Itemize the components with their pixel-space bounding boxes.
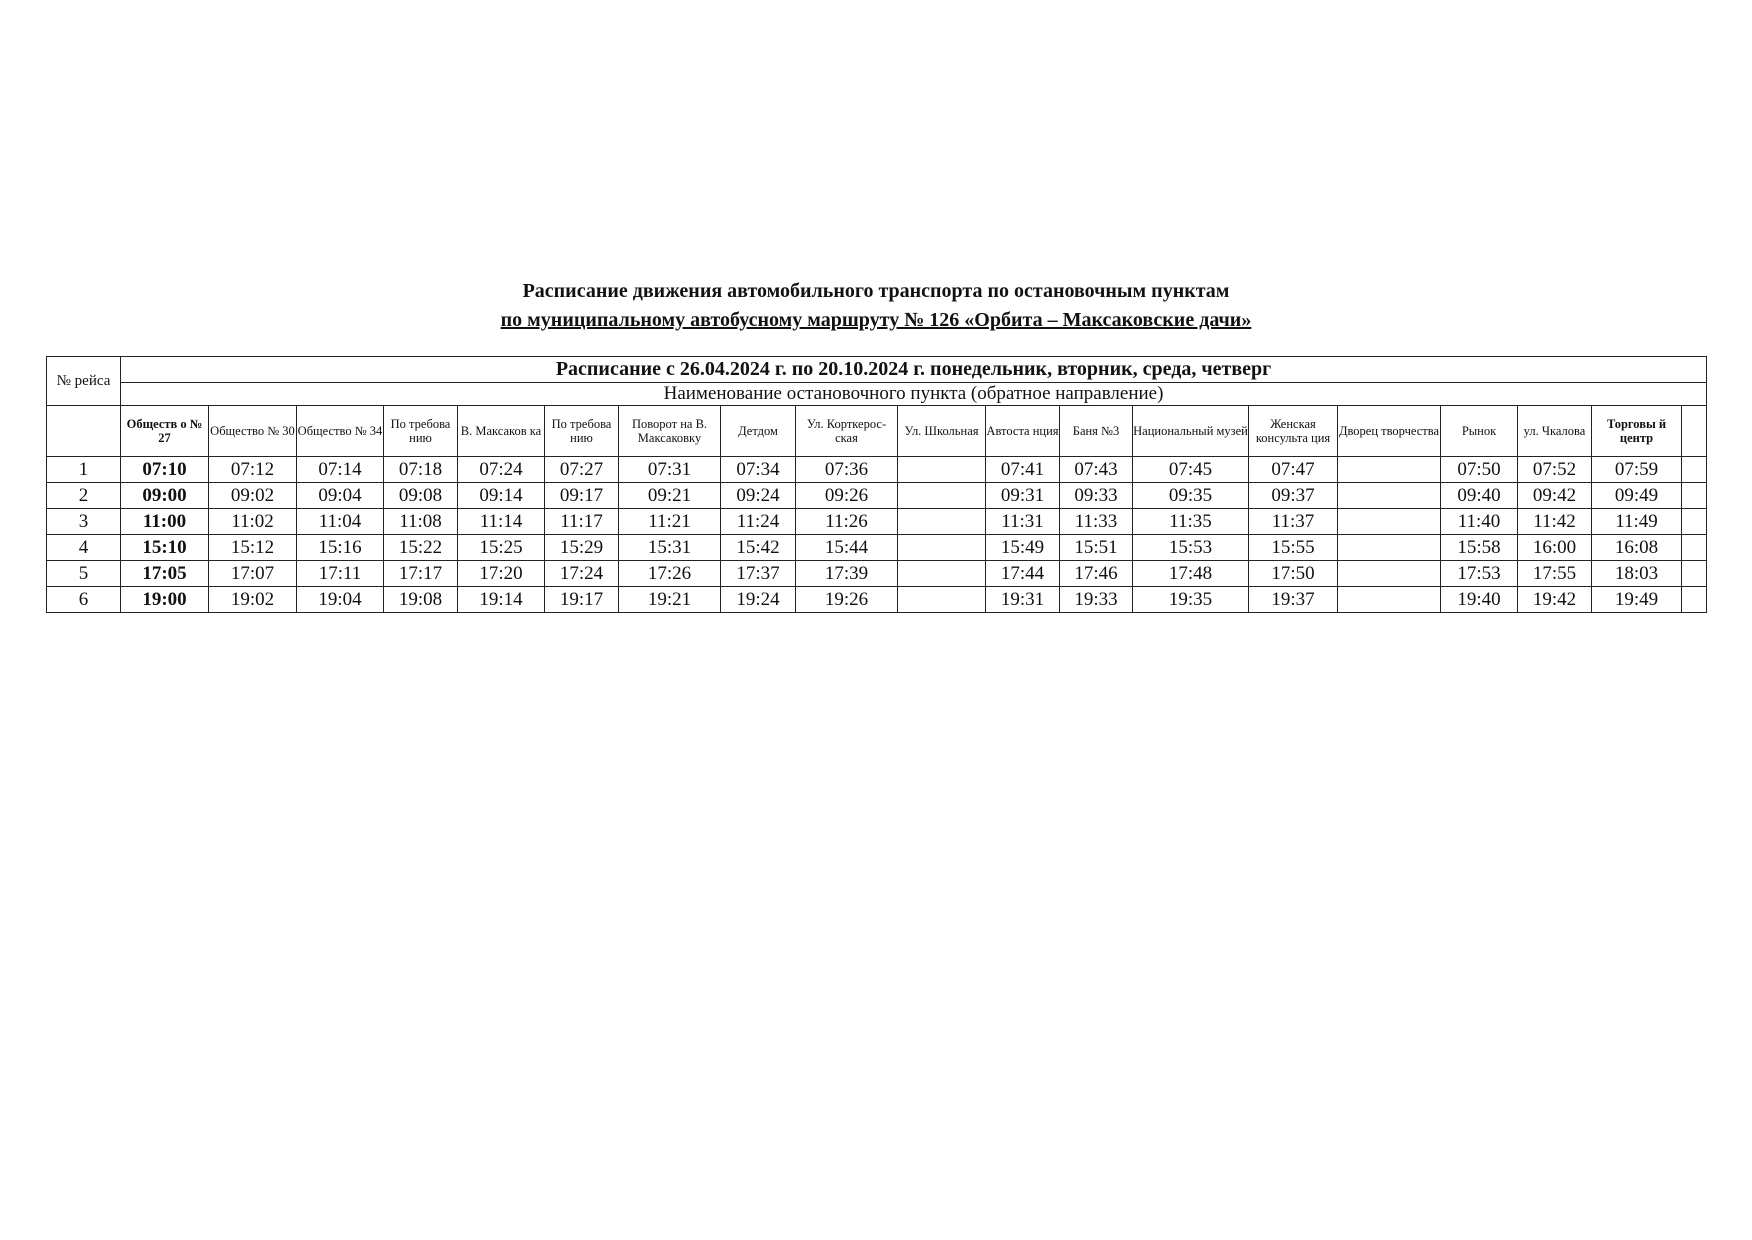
time-cell: 09:00 <box>121 483 209 509</box>
time-cell: 11:35 <box>1133 509 1249 535</box>
time-cell: 19:21 <box>619 587 721 613</box>
time-cell: 11:17 <box>545 509 619 535</box>
time-cell: 19:37 <box>1249 587 1338 613</box>
time-cell <box>1338 535 1441 561</box>
time-cell: 19:26 <box>796 587 898 613</box>
time-cell: 17:55 <box>1518 561 1592 587</box>
time-cell: 15:42 <box>721 535 796 561</box>
time-cell: 17:48 <box>1133 561 1249 587</box>
time-cell: 15:44 <box>796 535 898 561</box>
time-cell: 15:10 <box>121 535 209 561</box>
time-cell <box>1682 587 1707 613</box>
stop-header: Рынок <box>1441 406 1518 457</box>
time-cell: 19:42 <box>1518 587 1592 613</box>
time-cell: 07:36 <box>796 457 898 483</box>
time-cell: 11:31 <box>986 509 1060 535</box>
time-cell <box>898 457 986 483</box>
time-cell: 15:29 <box>545 535 619 561</box>
time-cell: 09:24 <box>721 483 796 509</box>
time-cell: 19:35 <box>1133 587 1249 613</box>
stop-header <box>1682 406 1707 457</box>
time-cell: 07:18 <box>384 457 458 483</box>
time-cell: 11:14 <box>458 509 545 535</box>
time-cell: 11:40 <box>1441 509 1518 535</box>
table-row <box>47 587 1707 613</box>
stop-header: По требова нию <box>384 406 458 457</box>
title-line-1: Расписание движения автомобильного транспорта по остановочным пунктам <box>522 280 1230 302</box>
table-row <box>47 509 1707 535</box>
time-cell: 16:08 <box>1592 535 1682 561</box>
time-cell: 11:02 <box>209 509 297 535</box>
time-cell: 17:26 <box>619 561 721 587</box>
time-cell <box>1682 509 1707 535</box>
time-cell: 07:52 <box>1518 457 1592 483</box>
time-cell <box>898 535 986 561</box>
time-cell: 17:05 <box>121 561 209 587</box>
time-cell: 09:42 <box>1518 483 1592 509</box>
time-cell <box>898 509 986 535</box>
stop-header: Общество № 30 <box>209 406 297 457</box>
time-cell: 11:21 <box>619 509 721 535</box>
time-cell <box>898 587 986 613</box>
time-cell <box>1338 483 1441 509</box>
time-cell: 11:33 <box>1060 509 1133 535</box>
time-cell: 07:12 <box>209 457 297 483</box>
table-row <box>47 457 1707 483</box>
time-cell: 19:14 <box>458 587 545 613</box>
stop-header: Детдом <box>721 406 796 457</box>
trip-number-cell: 2 <box>47 483 121 509</box>
time-cell: 18:03 <box>1592 561 1682 587</box>
trip-header-empty <box>47 406 121 457</box>
schedule-table <box>46 356 1707 613</box>
time-cell: 09:14 <box>458 483 545 509</box>
time-cell: 11:00 <box>121 509 209 535</box>
time-cell: 19:02 <box>209 587 297 613</box>
trip-number-cell: 4 <box>47 535 121 561</box>
stop-header: В. Максаков ка <box>458 406 545 457</box>
document-title <box>0 277 1752 335</box>
time-cell: 19:33 <box>1060 587 1133 613</box>
time-cell: 11:42 <box>1518 509 1592 535</box>
time-cell: 19:40 <box>1441 587 1518 613</box>
direction-header: Наименование остановочного пункта (обратное направление) <box>121 383 1707 406</box>
time-cell <box>1682 535 1707 561</box>
time-cell: 19:24 <box>721 587 796 613</box>
time-cell: 07:59 <box>1592 457 1682 483</box>
time-cell: 07:34 <box>721 457 796 483</box>
stop-header: Дворец творчества <box>1338 406 1441 457</box>
time-cell: 19:00 <box>121 587 209 613</box>
time-cell: 07:10 <box>121 457 209 483</box>
stop-header: Ул. Корткерос-ская <box>796 406 898 457</box>
stop-header: Баня №3 <box>1060 406 1133 457</box>
time-cell: 15:25 <box>458 535 545 561</box>
time-cell: 09:21 <box>619 483 721 509</box>
time-cell <box>1338 457 1441 483</box>
time-cell: 17:24 <box>545 561 619 587</box>
stop-header: Поворот на В. Максаковку <box>619 406 721 457</box>
time-cell <box>1338 509 1441 535</box>
time-cell: 15:31 <box>619 535 721 561</box>
stop-header: Торговы й центр <box>1592 406 1682 457</box>
time-cell: 17:07 <box>209 561 297 587</box>
stop-header: Общество № 34 <box>297 406 384 457</box>
time-cell: 17:17 <box>384 561 458 587</box>
time-cell: 16:00 <box>1518 535 1592 561</box>
schedule-period-header: Расписание с 26.04.2024 г. по 20.10.2024 г. понедельник, вторник, среда, четверг <box>121 357 1707 383</box>
time-cell: 09:02 <box>209 483 297 509</box>
time-cell: 17:39 <box>796 561 898 587</box>
stops-header-row <box>47 406 1707 457</box>
time-cell: 11:26 <box>796 509 898 535</box>
time-cell: 07:47 <box>1249 457 1338 483</box>
time-cell: 09:26 <box>796 483 898 509</box>
trip-number-cell: 5 <box>47 561 121 587</box>
time-cell: 17:50 <box>1249 561 1338 587</box>
time-cell: 09:17 <box>545 483 619 509</box>
time-cell: 07:50 <box>1441 457 1518 483</box>
time-cell: 15:58 <box>1441 535 1518 561</box>
time-cell: 15:49 <box>986 535 1060 561</box>
time-cell: 19:04 <box>297 587 384 613</box>
table-row <box>47 535 1707 561</box>
time-cell: 07:14 <box>297 457 384 483</box>
time-cell: 17:53 <box>1441 561 1518 587</box>
time-cell: 15:55 <box>1249 535 1338 561</box>
time-cell: 09:35 <box>1133 483 1249 509</box>
table-row <box>47 561 1707 587</box>
trip-number-header: № рейса <box>47 357 121 406</box>
time-cell: 07:24 <box>458 457 545 483</box>
time-cell: 09:31 <box>986 483 1060 509</box>
time-cell <box>898 561 986 587</box>
time-cell: 11:37 <box>1249 509 1338 535</box>
schedule-body <box>47 457 1707 613</box>
stop-header: Обществ о № 27 <box>121 406 209 457</box>
time-cell: 09:40 <box>1441 483 1518 509</box>
time-cell: 07:27 <box>545 457 619 483</box>
time-cell <box>898 483 986 509</box>
trip-number-cell: 6 <box>47 587 121 613</box>
title-line-2: по муниципальному автобусному маршруту № 126 «Орбита – Максаковские дачи» <box>500 309 1252 331</box>
time-cell: 09:49 <box>1592 483 1682 509</box>
time-cell: 09:37 <box>1249 483 1338 509</box>
time-cell: 09:04 <box>297 483 384 509</box>
time-cell: 17:37 <box>721 561 796 587</box>
time-cell: 19:49 <box>1592 587 1682 613</box>
time-cell <box>1682 483 1707 509</box>
time-cell: 07:45 <box>1133 457 1249 483</box>
time-cell: 15:53 <box>1133 535 1249 561</box>
time-cell: 07:41 <box>986 457 1060 483</box>
time-cell: 17:20 <box>458 561 545 587</box>
time-cell: 07:43 <box>1060 457 1133 483</box>
time-cell: 11:49 <box>1592 509 1682 535</box>
time-cell <box>1682 457 1707 483</box>
stop-header: По требова нию <box>545 406 619 457</box>
time-cell: 11:08 <box>384 509 458 535</box>
time-cell: 09:33 <box>1060 483 1133 509</box>
time-cell: 19:31 <box>986 587 1060 613</box>
trip-number-cell: 3 <box>47 509 121 535</box>
time-cell: 07:31 <box>619 457 721 483</box>
trip-number-cell: 1 <box>47 457 121 483</box>
time-cell <box>1338 587 1441 613</box>
stop-header: Ул. Школьная <box>898 406 986 457</box>
time-cell: 09:08 <box>384 483 458 509</box>
time-cell: 17:44 <box>986 561 1060 587</box>
stop-header: Национальный музей <box>1133 406 1249 457</box>
time-cell: 11:04 <box>297 509 384 535</box>
time-cell <box>1338 561 1441 587</box>
stop-header: Женская консульта ция <box>1249 406 1338 457</box>
time-cell: 11:24 <box>721 509 796 535</box>
stop-header: Автоста нция <box>986 406 1060 457</box>
time-cell: 15:12 <box>209 535 297 561</box>
time-cell: 19:17 <box>545 587 619 613</box>
time-cell <box>1682 561 1707 587</box>
table-row <box>47 483 1707 509</box>
time-cell: 15:51 <box>1060 535 1133 561</box>
time-cell: 15:22 <box>384 535 458 561</box>
time-cell: 15:16 <box>297 535 384 561</box>
time-cell: 19:08 <box>384 587 458 613</box>
time-cell: 17:11 <box>297 561 384 587</box>
stop-header: ул. Чкалова <box>1518 406 1592 457</box>
time-cell: 17:46 <box>1060 561 1133 587</box>
